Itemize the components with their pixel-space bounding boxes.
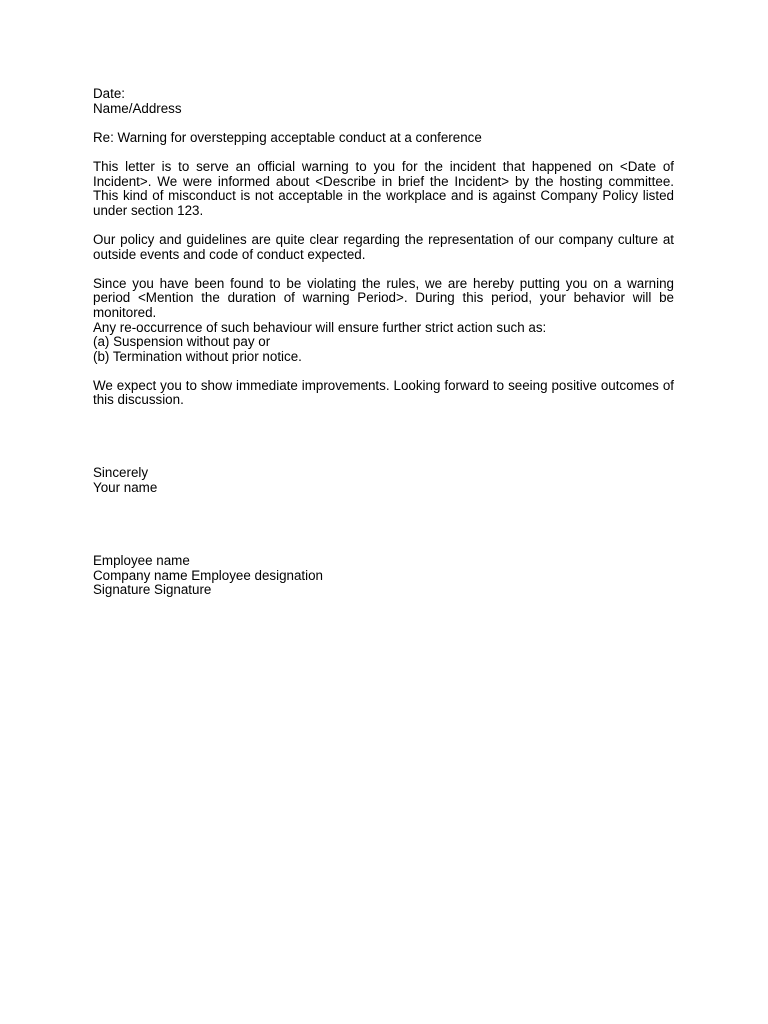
- signature-line: Signature Signature: [93, 582, 212, 598]
- company-designation-line: Company name Employee designation: [93, 567, 324, 583]
- date-label: Date:: [93, 86, 126, 101]
- action-item-suspension: (a) Suspension without pay or: [93, 334, 271, 350]
- letter-document: [93, 87, 674, 598]
- paragraph-expectations: We expect you to show immediate improvements. Looking forward to seeing positive outcomes of this discussion.: [93, 377, 674, 408]
- sender-name: Your name: [93, 480, 158, 496]
- spacer: [93, 408, 674, 466]
- subject-line: Re: Warning for overstepping acceptable conduct at a conference: [93, 129, 482, 145]
- employee-name-line: Employee name: [93, 553, 190, 569]
- action-item-termination: (b) Termination without prior notice.: [93, 348, 302, 364]
- paragraph-reoccurrence: Any re-occurrence of such behaviour will ensure further strict action such as:: [93, 319, 547, 335]
- paragraph-incident: This letter is to serve an official warning to you for the incident that happened on <Date of Incident>. We were informed about <Describe in brief the Incident> by the hosting committee. This kind of misconduct is not acceptable in the workplace and is against Company Policy listed under section 123.: [93, 158, 674, 218]
- spacer: [93, 116, 674, 131]
- paragraph-policy: Our policy and guidelines are quite clear regarding the representation of our company culture at outside events and code of conduct expected.: [93, 231, 674, 262]
- paragraph-warning-period: Since you have been found to be violating the rules, we are hereby putting you on a warning period <Mention the duration of warning Period>. During this period, your behavior will be monitored.: [93, 275, 674, 320]
- spacer: [93, 145, 674, 160]
- spacer: [93, 262, 674, 277]
- spacer: [93, 496, 674, 554]
- spacer: [93, 218, 674, 233]
- closing-salutation: Sincerely: [93, 465, 149, 481]
- name-address-label: Name/Address: [93, 100, 182, 116]
- spacer: [93, 364, 674, 379]
